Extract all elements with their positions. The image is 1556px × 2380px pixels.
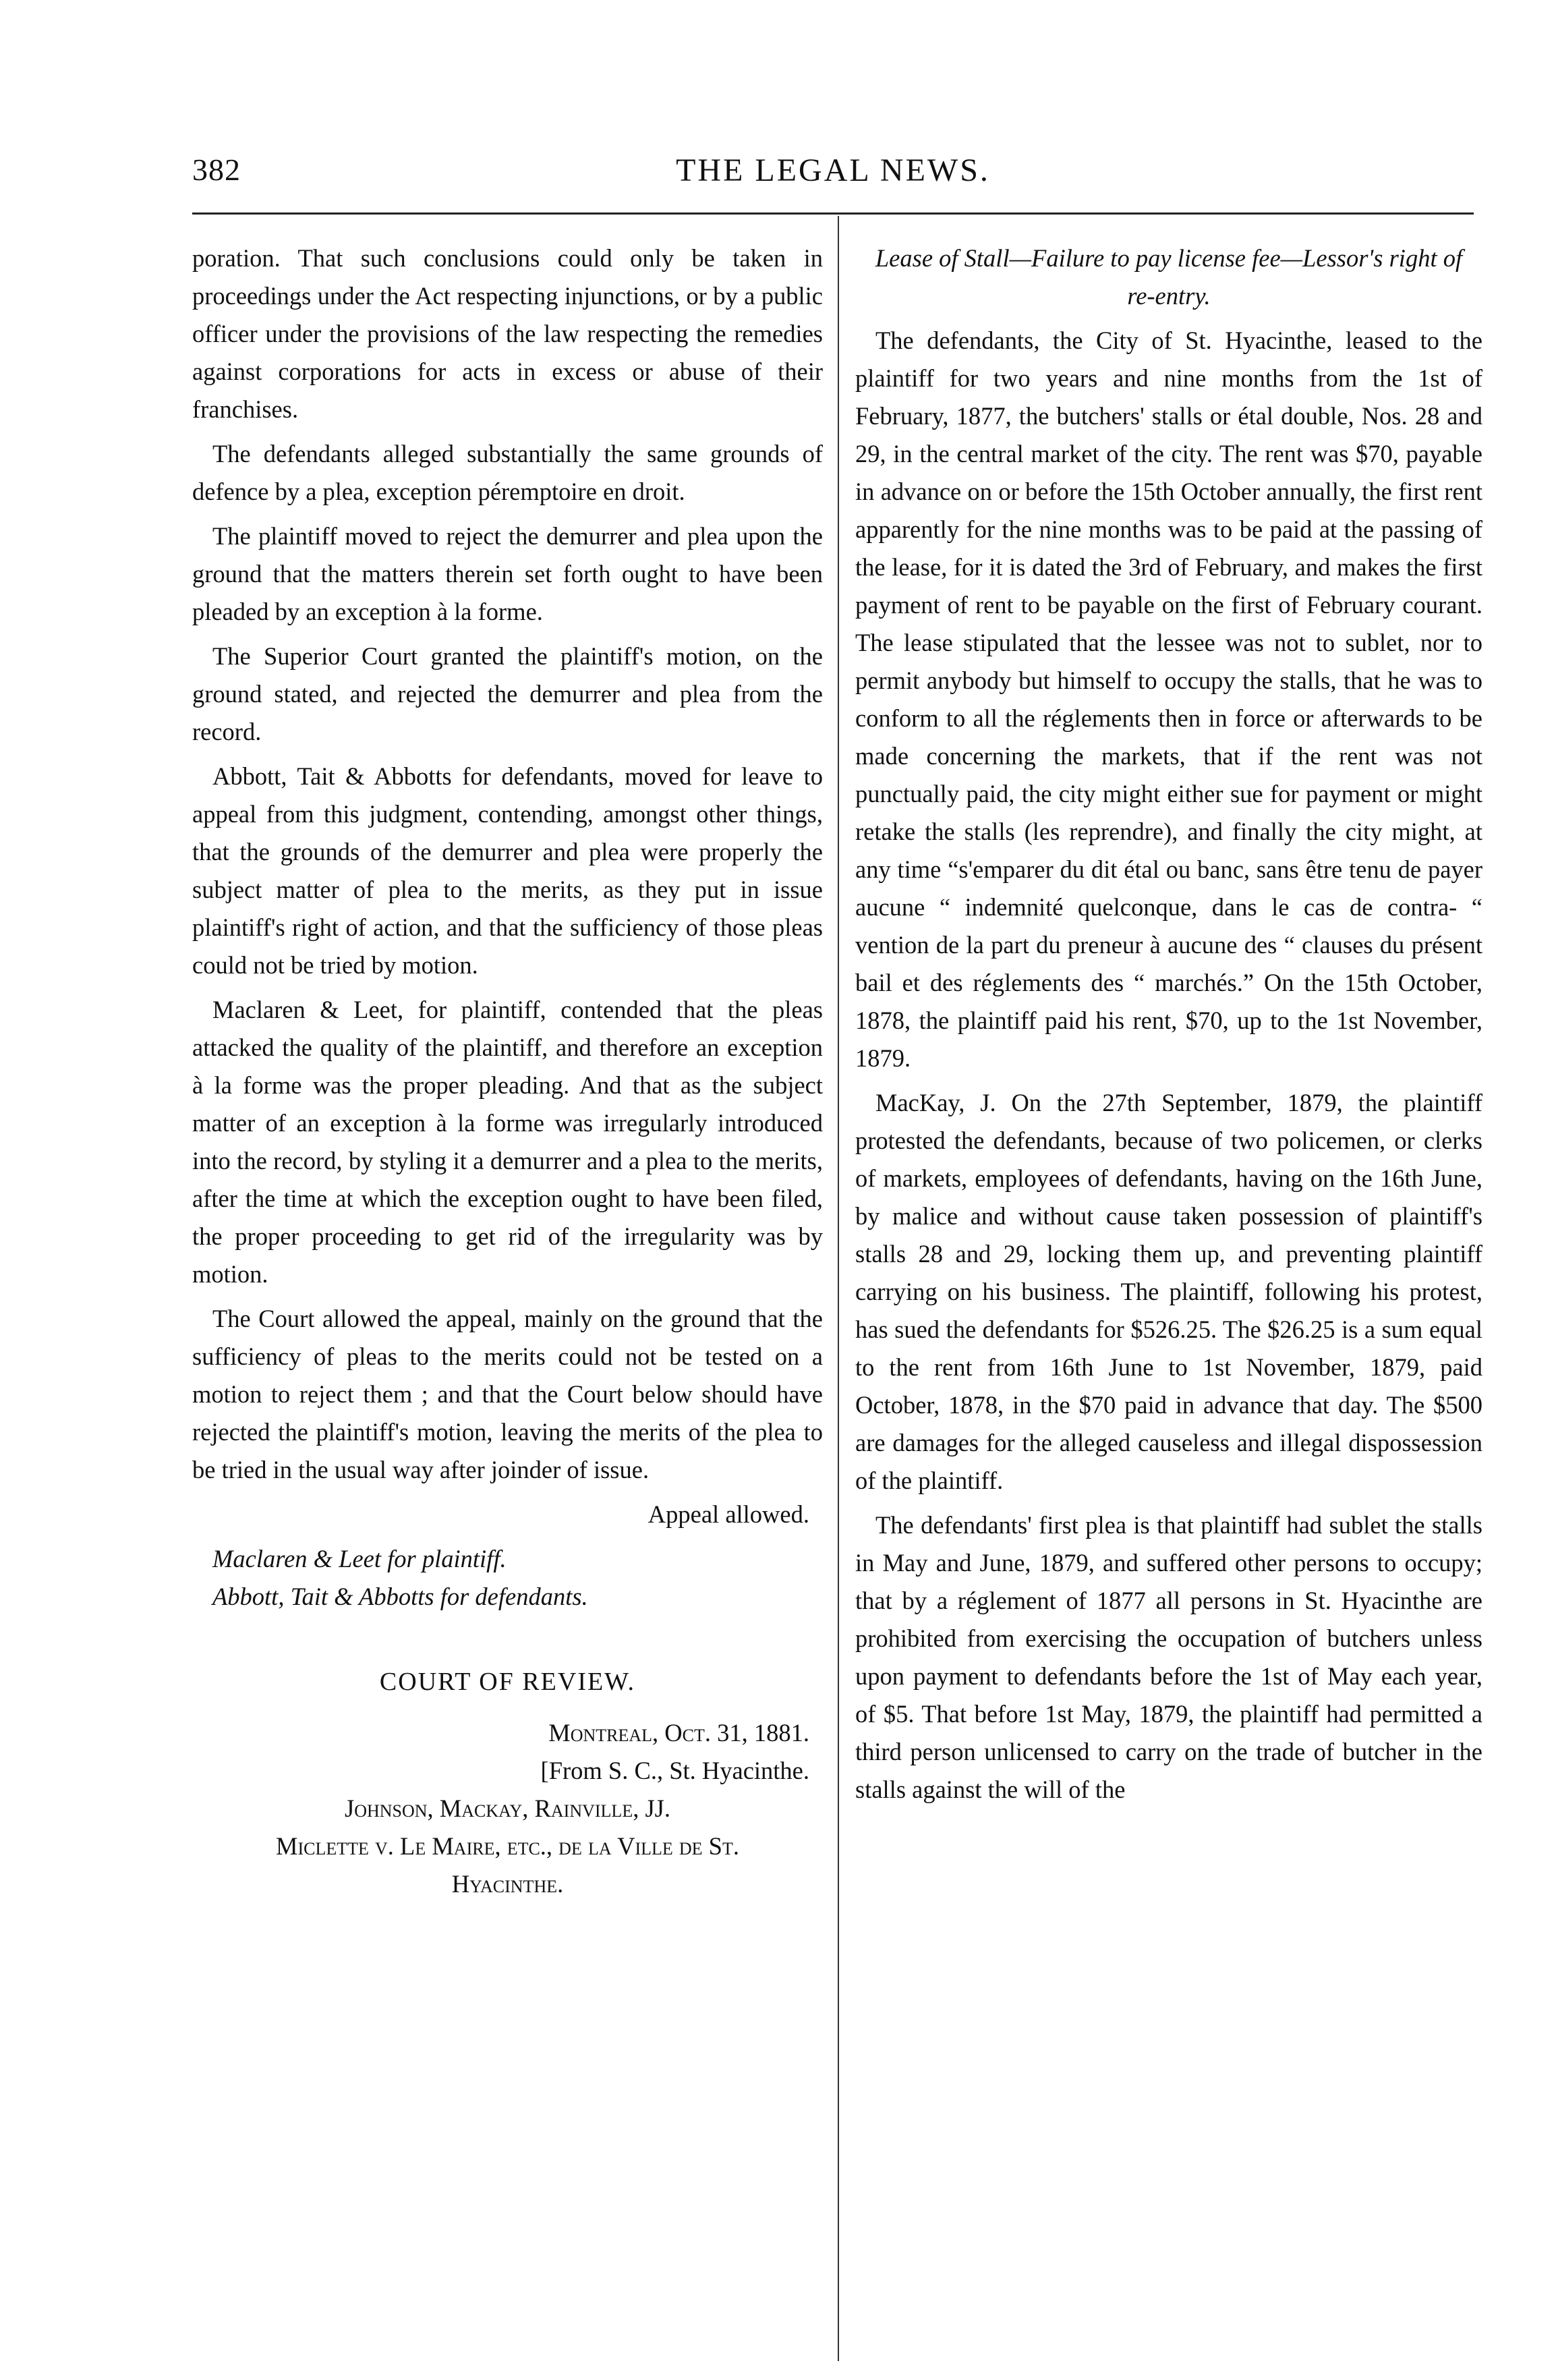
right-column — [855, 239, 1482, 1815]
header-rule — [192, 213, 1474, 215]
running-title: THE LEGAL NEWS. — [676, 152, 990, 188]
paragraph: The defendants, the City of St. Hyacinthe, leased to the plaintiff for two years and nine months from the 1st of February, 1877, the butchers' stalls or étal double, Nos. 28 and 29, in the central market of the city. The rent was $70, payable in advance on or before the 15th October annually, the first rent apparently for the nine months was to be paid at the passing of the lease, for it is dated the 3rd of February, and makes the first payment of rent to be payable on the first of February courant. The lease stipulated that the lessee was not to sublet, nor to permit anybody but himself to occupy the stalls, that he was to conform to all the réglements then in force or afterwards to be made concerning the markets, that if the rent was not punctually paid, the city might either sue for payment or might retake the stalls (les reprendre), and finally the city might, at any time “s'emparer du dit étal ou banc, sans être tenu de payer aucune “ indemnité quelconque, dans le cas de contra- “ vention de la part du preneur à aucune des “ clauses du présent bail et des réglements des “ marchés.” On the 15th October, 1878, the plaintiff paid his rent, $70, up to the 1st November, 1879. — [855, 327, 1482, 1072]
counsel-defendants: Abbott, Tait & Abbotts for defendants. — [212, 1583, 588, 1610]
from-court: [From S. C., St. Hyacinthe. — [540, 1757, 809, 1784]
paragraph: The defendants' first plea is that plaintiff had sublet the stalls in May and June, 1879, and suffered other persons to occupy; that by a réglement of 1877 all persons in St. Hyacinthe are prohibited from exercising the occupation of butchers unless upon payment to defendants before the 1st of May each year, of $5. That before 1st May, 1879, the plaintiff had permitted a third person unlicensed to carry on the trade of butcher in the stalls against the will of the — [855, 1511, 1482, 1803]
paragraph: The plaintiff moved to reject the demurrer and plea upon the ground that the matters therein set forth ought to have been pleaded by an exception à la forme. — [192, 522, 823, 625]
paragraph: The defendants alleged substantially the same grounds of defence by a plea, exception péremptoire en droit. — [192, 440, 823, 505]
paragraph: The Superior Court granted the plaintiff's motion, on the ground stated, and rejected the demurrer and plea from the record. — [192, 642, 823, 745]
case-title: Miclette v. Le Maire, etc., de la Ville de St. — [276, 1832, 739, 1860]
verdict: Appeal allowed. — [647, 1500, 809, 1528]
column-divider — [838, 216, 839, 2361]
paragraph: Abbott, Tait & Abbotts for defendants, moved for leave to appeal from this judgment, contending, amongst other things, that the grounds of the demurrer and plea were properly the subject matter of plea to the merits, as they put in issue plaintiff's right of action, and that the sufficiency of those pleas could not be tried by motion. — [192, 762, 823, 979]
paragraph: poration. That such conclusions could only be taken in proceedings under the Act respecting injunctions, or by a public officer under the provisions of the law respecting the remedies against corporations for acts in excess or abuse of their franchises. — [192, 244, 823, 423]
paragraph: MacKay, J. On the 27th September, 1879, the plaintiff protested the defendants, because of two policemen, or clerks of markets, employees of defendants, having on the 16th June, by malice and without cause taken possession of plaintiff's stalls 28 and 29, locking them up, and preventing plaintiff carrying on his business. The plaintiff, following his protest, has sued the defendants for $526.25. The $26.25 is a sum equal to the rent from 16th June to 1st November, 1879, paid October, 1878, in the $70 paid in advance that day. The $500 are damages for the alleged causeless and illegal dispossession of the plaintiff. — [855, 1089, 1482, 1494]
paragraph: Maclaren & Leet, for plaintiff, contended that the pleas attacked the quality of the plaintiff, and therefore an exception à la forme was the proper pleading. And that as the subject matter of an exception à la forme was irregularly introduced into the record, by styling it a demurrer and a plea to the merits, after the time at which the exception ought to have been filed, the proper proceeding to get rid of the irregularity was by motion. — [192, 996, 823, 1288]
judges: Johnson, Mackay, Rainville, JJ. — [345, 1794, 670, 1822]
page-header — [192, 152, 1474, 206]
left-column — [192, 239, 823, 1903]
case-title-cont: Hyacinthe. — [451, 1870, 564, 1898]
paragraph: The Court allowed the appeal, mainly on the ground that the sufficiency of pleas to the merits could not be tested on a motion to reject them ; and that the Court below should have rejected the plaintiff's motion, leaving the merits of the plea to be tried in the usual way after joinder of issue. — [192, 1305, 823, 1483]
case-caption: Lease of Stall—Failure to pay license fee—Lessor's right of re-entry. — [875, 244, 1463, 310]
section-title: COURT OF REVIEW. — [379, 1668, 636, 1696]
page-number: 382 — [192, 152, 241, 187]
dateline: Montreal, Oct. 31, 1881. — [548, 1719, 809, 1747]
counsel-plaintiff: Maclaren & Leet for plaintiff. — [212, 1545, 507, 1572]
